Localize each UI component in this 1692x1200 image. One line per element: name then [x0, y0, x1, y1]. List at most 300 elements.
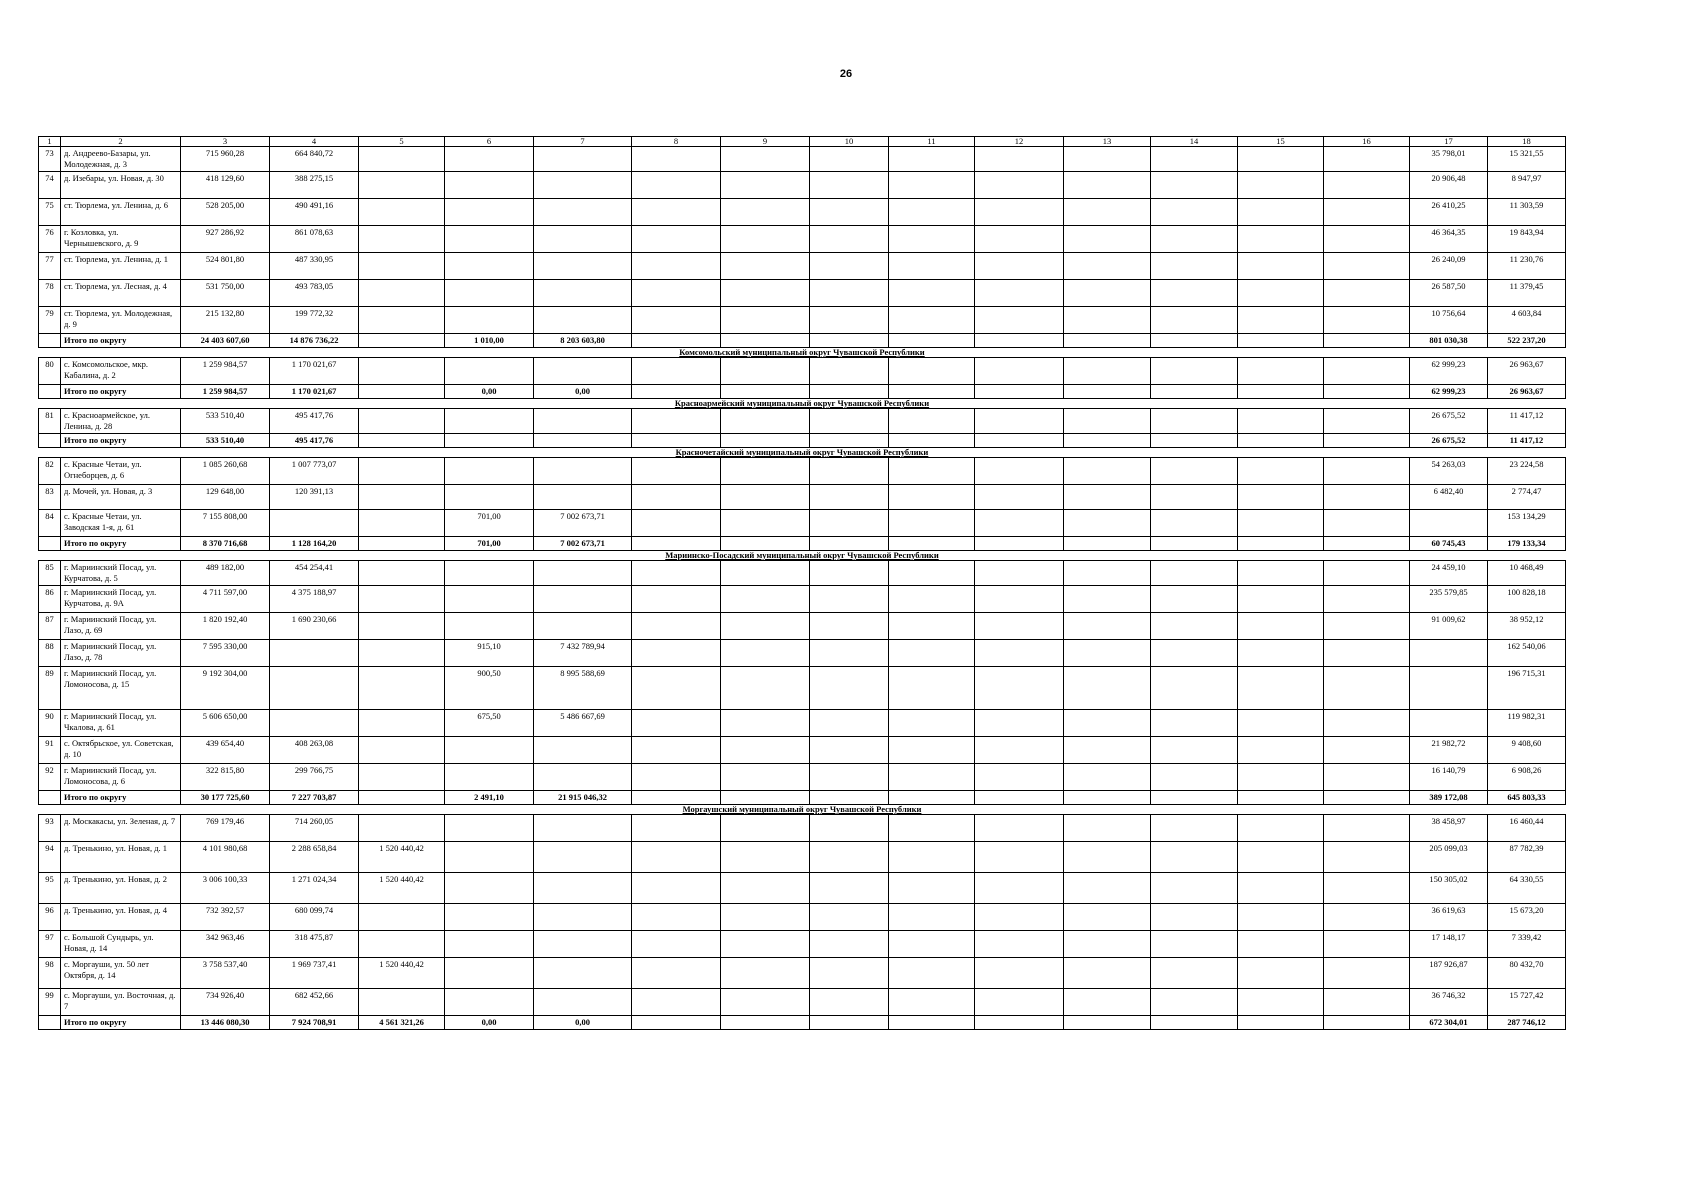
value-cell: 1 820 192,40: [181, 613, 270, 640]
table-row: [39, 640, 1566, 667]
row-number: 91: [39, 737, 61, 764]
value-cell: 26 675,52: [1410, 409, 1488, 434]
value-cell: [1151, 1016, 1238, 1030]
value-cell: [721, 434, 810, 448]
district-title: Мариинско-Посадский муниципальный округ Чувашской Республики: [39, 551, 1566, 561]
value-cell: [359, 791, 445, 805]
value-cell: [1324, 458, 1410, 485]
value-cell: 732 392,57: [181, 904, 270, 931]
value-cell: [1238, 586, 1324, 613]
value-cell: 60 745,43: [1410, 537, 1488, 551]
table-row: [39, 931, 1566, 958]
value-cell: [721, 989, 810, 1016]
value-cell: [889, 510, 975, 537]
value-cell: [1238, 199, 1324, 226]
value-cell: [1238, 640, 1324, 667]
table-row: [39, 147, 1566, 172]
value-cell: 16 460,44: [1488, 815, 1566, 842]
value-cell: 664 840,72: [270, 147, 359, 172]
district-title: Красночетайский муниципальный округ Чувашской Республики: [39, 448, 1566, 458]
value-cell: [534, 873, 632, 904]
value-cell: [359, 931, 445, 958]
table-row: [39, 989, 1566, 1016]
value-cell: [632, 904, 721, 931]
value-cell: 162 540,06: [1488, 640, 1566, 667]
table-row: [39, 358, 1566, 385]
value-cell: [889, 931, 975, 958]
value-cell: 11 417,12: [1488, 434, 1566, 448]
value-cell: [1238, 280, 1324, 307]
value-cell: [534, 172, 632, 199]
value-cell: 26 587,50: [1410, 280, 1488, 307]
value-cell: [359, 904, 445, 931]
value-cell: [889, 199, 975, 226]
column-number: 1: [39, 137, 61, 147]
table-row: [39, 667, 1566, 710]
page-number: 26: [839, 68, 853, 80]
value-cell: 4 603,84: [1488, 307, 1566, 334]
address-cell: г. Мариинский Посад, ул. Ломоносова, д. 15: [61, 667, 181, 710]
value-cell: 4 711 597,00: [181, 586, 270, 613]
value-cell: [632, 458, 721, 485]
value-cell: [889, 613, 975, 640]
value-cell: [445, 904, 534, 931]
value-cell: [1238, 873, 1324, 904]
value-cell: [1238, 764, 1324, 791]
value-cell: [1324, 737, 1410, 764]
value-cell: [1064, 842, 1151, 873]
value-cell: [810, 791, 889, 805]
value-cell: [1064, 434, 1151, 448]
value-cell: [721, 334, 810, 348]
value-cell: [889, 640, 975, 667]
value-cell: [810, 226, 889, 253]
value-cell: [534, 307, 632, 334]
value-cell: 715 960,28: [181, 147, 270, 172]
value-cell: [721, 1016, 810, 1030]
district-title: Комсомольский муниципальный округ Чувашской Республики: [39, 348, 1566, 358]
value-cell: 0,00: [534, 1016, 632, 1030]
value-cell: [1238, 537, 1324, 551]
row-number: 79: [39, 307, 61, 334]
value-cell: [721, 667, 810, 710]
value-cell: [1324, 510, 1410, 537]
value-cell: [721, 737, 810, 764]
value-cell: 187 926,87: [1410, 958, 1488, 989]
value-cell: 1 170 021,67: [270, 385, 359, 399]
value-cell: [889, 873, 975, 904]
value-cell: [889, 904, 975, 931]
value-cell: [632, 147, 721, 172]
district-total-row: [39, 537, 1566, 551]
value-cell: [1238, 485, 1324, 510]
value-cell: 487 330,95: [270, 253, 359, 280]
value-cell: [889, 537, 975, 551]
value-cell: [1238, 667, 1324, 710]
value-cell: 38 952,12: [1488, 613, 1566, 640]
column-number: 12: [975, 137, 1064, 147]
value-cell: [975, 253, 1064, 280]
value-cell: 1 259 984,57: [181, 385, 270, 399]
table-row: [39, 172, 1566, 199]
value-cell: [1151, 334, 1238, 348]
value-cell: 388 275,15: [270, 172, 359, 199]
table-row: [39, 253, 1566, 280]
value-cell: [1151, 791, 1238, 805]
value-cell: [975, 280, 1064, 307]
value-cell: 62 999,23: [1410, 358, 1488, 385]
value-cell: [534, 958, 632, 989]
value-cell: 62 999,23: [1410, 385, 1488, 399]
value-cell: [359, 334, 445, 348]
value-cell: [810, 409, 889, 434]
value-cell: [810, 253, 889, 280]
value-cell: [359, 764, 445, 791]
value-cell: 493 783,05: [270, 280, 359, 307]
value-cell: 318 475,87: [270, 931, 359, 958]
value-cell: [810, 586, 889, 613]
value-cell: [1324, 226, 1410, 253]
value-cell: [721, 815, 810, 842]
value-cell: [632, 710, 721, 737]
value-cell: [1064, 358, 1151, 385]
row-number: 96: [39, 904, 61, 931]
district-title: Моргаушский муниципальный округ Чувашской Республики: [39, 805, 1566, 815]
value-cell: [534, 358, 632, 385]
value-cell: [1151, 904, 1238, 931]
table-row: [39, 958, 1566, 989]
value-cell: 322 815,80: [181, 764, 270, 791]
value-cell: [1324, 385, 1410, 399]
value-cell: [1324, 537, 1410, 551]
value-cell: 7 595 330,00: [181, 640, 270, 667]
table-row: [39, 226, 1566, 253]
table-row: [39, 409, 1566, 434]
column-number: 3: [181, 137, 270, 147]
address-cell: Итого по округу: [61, 791, 181, 805]
table-row: [39, 586, 1566, 613]
value-cell: 11 303,59: [1488, 199, 1566, 226]
value-cell: [359, 667, 445, 710]
value-cell: [975, 1016, 1064, 1030]
value-cell: [359, 458, 445, 485]
value-cell: [810, 334, 889, 348]
value-cell: [975, 904, 1064, 931]
value-cell: [975, 667, 1064, 710]
value-cell: [810, 815, 889, 842]
value-cell: [1151, 385, 1238, 399]
value-cell: [1238, 613, 1324, 640]
district-total-row: [39, 334, 1566, 348]
value-cell: [359, 561, 445, 586]
address-cell: г. Козловка, ул. Чернышевского, д. 9: [61, 226, 181, 253]
value-cell: [534, 586, 632, 613]
value-cell: [534, 226, 632, 253]
address-cell: ст. Тюрлема, ул. Ленина, д. 1: [61, 253, 181, 280]
value-cell: [445, 989, 534, 1016]
value-cell: [1064, 199, 1151, 226]
value-cell: 1 010,00: [445, 334, 534, 348]
value-cell: [889, 561, 975, 586]
value-cell: [1324, 989, 1410, 1016]
address-cell: с. Моргауши, ул. 50 лет Октября, д. 14: [61, 958, 181, 989]
value-cell: 645 803,33: [1488, 791, 1566, 805]
value-cell: [721, 842, 810, 873]
value-cell: [889, 710, 975, 737]
row-number: 90: [39, 710, 61, 737]
value-cell: [1238, 989, 1324, 1016]
row-number: 89: [39, 667, 61, 710]
value-cell: [1151, 613, 1238, 640]
value-cell: [810, 147, 889, 172]
value-cell: [975, 458, 1064, 485]
value-cell: [1151, 253, 1238, 280]
value-cell: 119 982,31: [1488, 710, 1566, 737]
value-cell: 489 182,00: [181, 561, 270, 586]
value-cell: 1 520 440,42: [359, 873, 445, 904]
value-cell: 6 908,26: [1488, 764, 1566, 791]
value-cell: [270, 640, 359, 667]
value-cell: [889, 958, 975, 989]
value-cell: [1324, 358, 1410, 385]
value-cell: 26 675,52: [1410, 434, 1488, 448]
address-cell: с. Моргауши, ул. Восточная, д. 7: [61, 989, 181, 1016]
value-cell: 0,00: [445, 1016, 534, 1030]
value-cell: [1151, 764, 1238, 791]
value-cell: [1064, 710, 1151, 737]
district-title: Красноармейский муниципальный округ Чувашской Республики: [39, 399, 1566, 409]
table-row: [39, 842, 1566, 873]
value-cell: [975, 640, 1064, 667]
value-cell: 915,10: [445, 640, 534, 667]
value-cell: [975, 537, 1064, 551]
value-cell: 199 772,32: [270, 307, 359, 334]
district-total-row: [39, 1016, 1566, 1030]
value-cell: [975, 358, 1064, 385]
column-number: 14: [1151, 137, 1238, 147]
value-cell: 80 432,70: [1488, 958, 1566, 989]
value-cell: [445, 613, 534, 640]
table-row: [39, 613, 1566, 640]
value-cell: [534, 253, 632, 280]
value-cell: [359, 199, 445, 226]
value-cell: [359, 147, 445, 172]
value-cell: 495 417,76: [270, 434, 359, 448]
value-cell: [721, 613, 810, 640]
value-cell: [889, 147, 975, 172]
value-cell: 701,00: [445, 510, 534, 537]
row-number: 75: [39, 199, 61, 226]
value-cell: [1064, 561, 1151, 586]
value-cell: [975, 989, 1064, 1016]
value-cell: 11 417,12: [1488, 409, 1566, 434]
value-cell: [975, 385, 1064, 399]
value-cell: [359, 815, 445, 842]
value-cell: [1324, 791, 1410, 805]
value-cell: [534, 904, 632, 931]
value-cell: [1238, 710, 1324, 737]
district-header-row: [39, 805, 1566, 815]
value-cell: [1410, 710, 1488, 737]
value-cell: [1324, 815, 1410, 842]
value-cell: [1151, 172, 1238, 199]
row-number: 94: [39, 842, 61, 873]
value-cell: [721, 226, 810, 253]
value-cell: 1 085 260,68: [181, 458, 270, 485]
value-cell: [1064, 458, 1151, 485]
value-cell: [1324, 873, 1410, 904]
value-cell: [810, 172, 889, 199]
value-cell: 235 579,85: [1410, 586, 1488, 613]
value-cell: [889, 358, 975, 385]
value-cell: [632, 989, 721, 1016]
value-cell: 524 801,80: [181, 253, 270, 280]
value-cell: [359, 586, 445, 613]
column-number: 6: [445, 137, 534, 147]
value-cell: [975, 409, 1064, 434]
value-cell: 17 148,17: [1410, 931, 1488, 958]
address-cell: с. Красные Четаи, ул. Огнеборцев, д. 6: [61, 458, 181, 485]
value-cell: 3 006 100,33: [181, 873, 270, 904]
value-cell: [889, 1016, 975, 1030]
value-cell: [1151, 147, 1238, 172]
value-cell: [1324, 307, 1410, 334]
value-cell: [1410, 510, 1488, 537]
value-cell: [632, 409, 721, 434]
value-cell: [1064, 510, 1151, 537]
value-cell: [445, 172, 534, 199]
value-cell: [889, 434, 975, 448]
address-cell: с. Большой Сундырь, ул. Новая, д. 14: [61, 931, 181, 958]
row-number: 98: [39, 958, 61, 989]
address-cell: ст. Тюрлема, ул. Ленина, д. 6: [61, 199, 181, 226]
value-cell: 4 101 980,68: [181, 842, 270, 873]
value-cell: [975, 958, 1064, 989]
value-cell: [1064, 334, 1151, 348]
value-cell: [975, 434, 1064, 448]
value-cell: 342 963,46: [181, 931, 270, 958]
row-number: 93: [39, 815, 61, 842]
value-cell: [889, 667, 975, 710]
value-cell: [445, 458, 534, 485]
district-header-row: [39, 348, 1566, 358]
value-cell: [975, 334, 1064, 348]
value-cell: [1151, 931, 1238, 958]
row-number: 97: [39, 931, 61, 958]
value-cell: [975, 485, 1064, 510]
value-cell: [359, 537, 445, 551]
address-cell: д. Тренькино, ул. Новая, д. 4: [61, 904, 181, 931]
value-cell: [359, 434, 445, 448]
value-cell: 26 963,67: [1488, 385, 1566, 399]
value-cell: [1238, 1016, 1324, 1030]
value-cell: [889, 253, 975, 280]
value-cell: [1238, 409, 1324, 434]
value-cell: [1324, 764, 1410, 791]
value-cell: [359, 737, 445, 764]
row-number: 99: [39, 989, 61, 1016]
value-cell: [1324, 409, 1410, 434]
value-cell: 15 321,55: [1488, 147, 1566, 172]
value-cell: [975, 510, 1064, 537]
value-cell: [889, 458, 975, 485]
value-cell: 26 240,09: [1410, 253, 1488, 280]
address-cell: г. Мариинский Посад, ул. Лазо, д. 78: [61, 640, 181, 667]
value-cell: [445, 737, 534, 764]
value-cell: [1238, 226, 1324, 253]
value-cell: 24 403 607,60: [181, 334, 270, 348]
value-cell: 7 002 673,71: [534, 537, 632, 551]
value-cell: [810, 931, 889, 958]
value-cell: 215 132,80: [181, 307, 270, 334]
value-cell: [534, 989, 632, 1016]
value-cell: 100 828,18: [1488, 586, 1566, 613]
value-cell: [1238, 958, 1324, 989]
value-cell: [632, 958, 721, 989]
value-cell: [975, 815, 1064, 842]
value-cell: [1151, 199, 1238, 226]
value-cell: [1151, 226, 1238, 253]
value-cell: [1064, 1016, 1151, 1030]
value-cell: [1064, 873, 1151, 904]
value-cell: [1238, 434, 1324, 448]
value-cell: [721, 791, 810, 805]
value-cell: 8 947,97: [1488, 172, 1566, 199]
value-cell: [359, 485, 445, 510]
value-cell: [810, 640, 889, 667]
value-cell: [975, 873, 1064, 904]
value-cell: 21 982,72: [1410, 737, 1488, 764]
row-number: [39, 385, 61, 399]
value-cell: 522 237,20: [1488, 334, 1566, 348]
value-cell: [975, 172, 1064, 199]
value-cell: [1238, 172, 1324, 199]
value-cell: [721, 586, 810, 613]
value-cell: 675,50: [445, 710, 534, 737]
value-cell: [632, 485, 721, 510]
value-cell: [975, 710, 1064, 737]
value-cell: 0,00: [534, 385, 632, 399]
address-cell: д. Тренькино, ул. Новая, д. 1: [61, 842, 181, 873]
column-number: 4: [270, 137, 359, 147]
value-cell: [975, 842, 1064, 873]
value-cell: [359, 510, 445, 537]
district-header-row: [39, 551, 1566, 561]
value-cell: [721, 561, 810, 586]
value-cell: [1238, 931, 1324, 958]
column-number: 5: [359, 137, 445, 147]
value-cell: 454 254,41: [270, 561, 359, 586]
row-number: 73: [39, 147, 61, 172]
value-cell: 714 260,05: [270, 815, 359, 842]
value-cell: [1324, 199, 1410, 226]
value-cell: [359, 640, 445, 667]
address-cell: г. Мариинский Посад, ул. Чкалова, д. 61: [61, 710, 181, 737]
value-cell: 20 906,48: [1410, 172, 1488, 199]
value-cell: [975, 226, 1064, 253]
value-cell: 7 002 673,71: [534, 510, 632, 537]
value-cell: 0,00: [445, 385, 534, 399]
value-cell: 14 876 736,22: [270, 334, 359, 348]
value-cell: 734 926,40: [181, 989, 270, 1016]
value-cell: [1324, 434, 1410, 448]
column-number: 11: [889, 137, 975, 147]
value-cell: [445, 764, 534, 791]
value-cell: [1324, 280, 1410, 307]
value-cell: 8 995 588,69: [534, 667, 632, 710]
value-cell: [1324, 1016, 1410, 1030]
value-cell: 672 304,01: [1410, 1016, 1488, 1030]
